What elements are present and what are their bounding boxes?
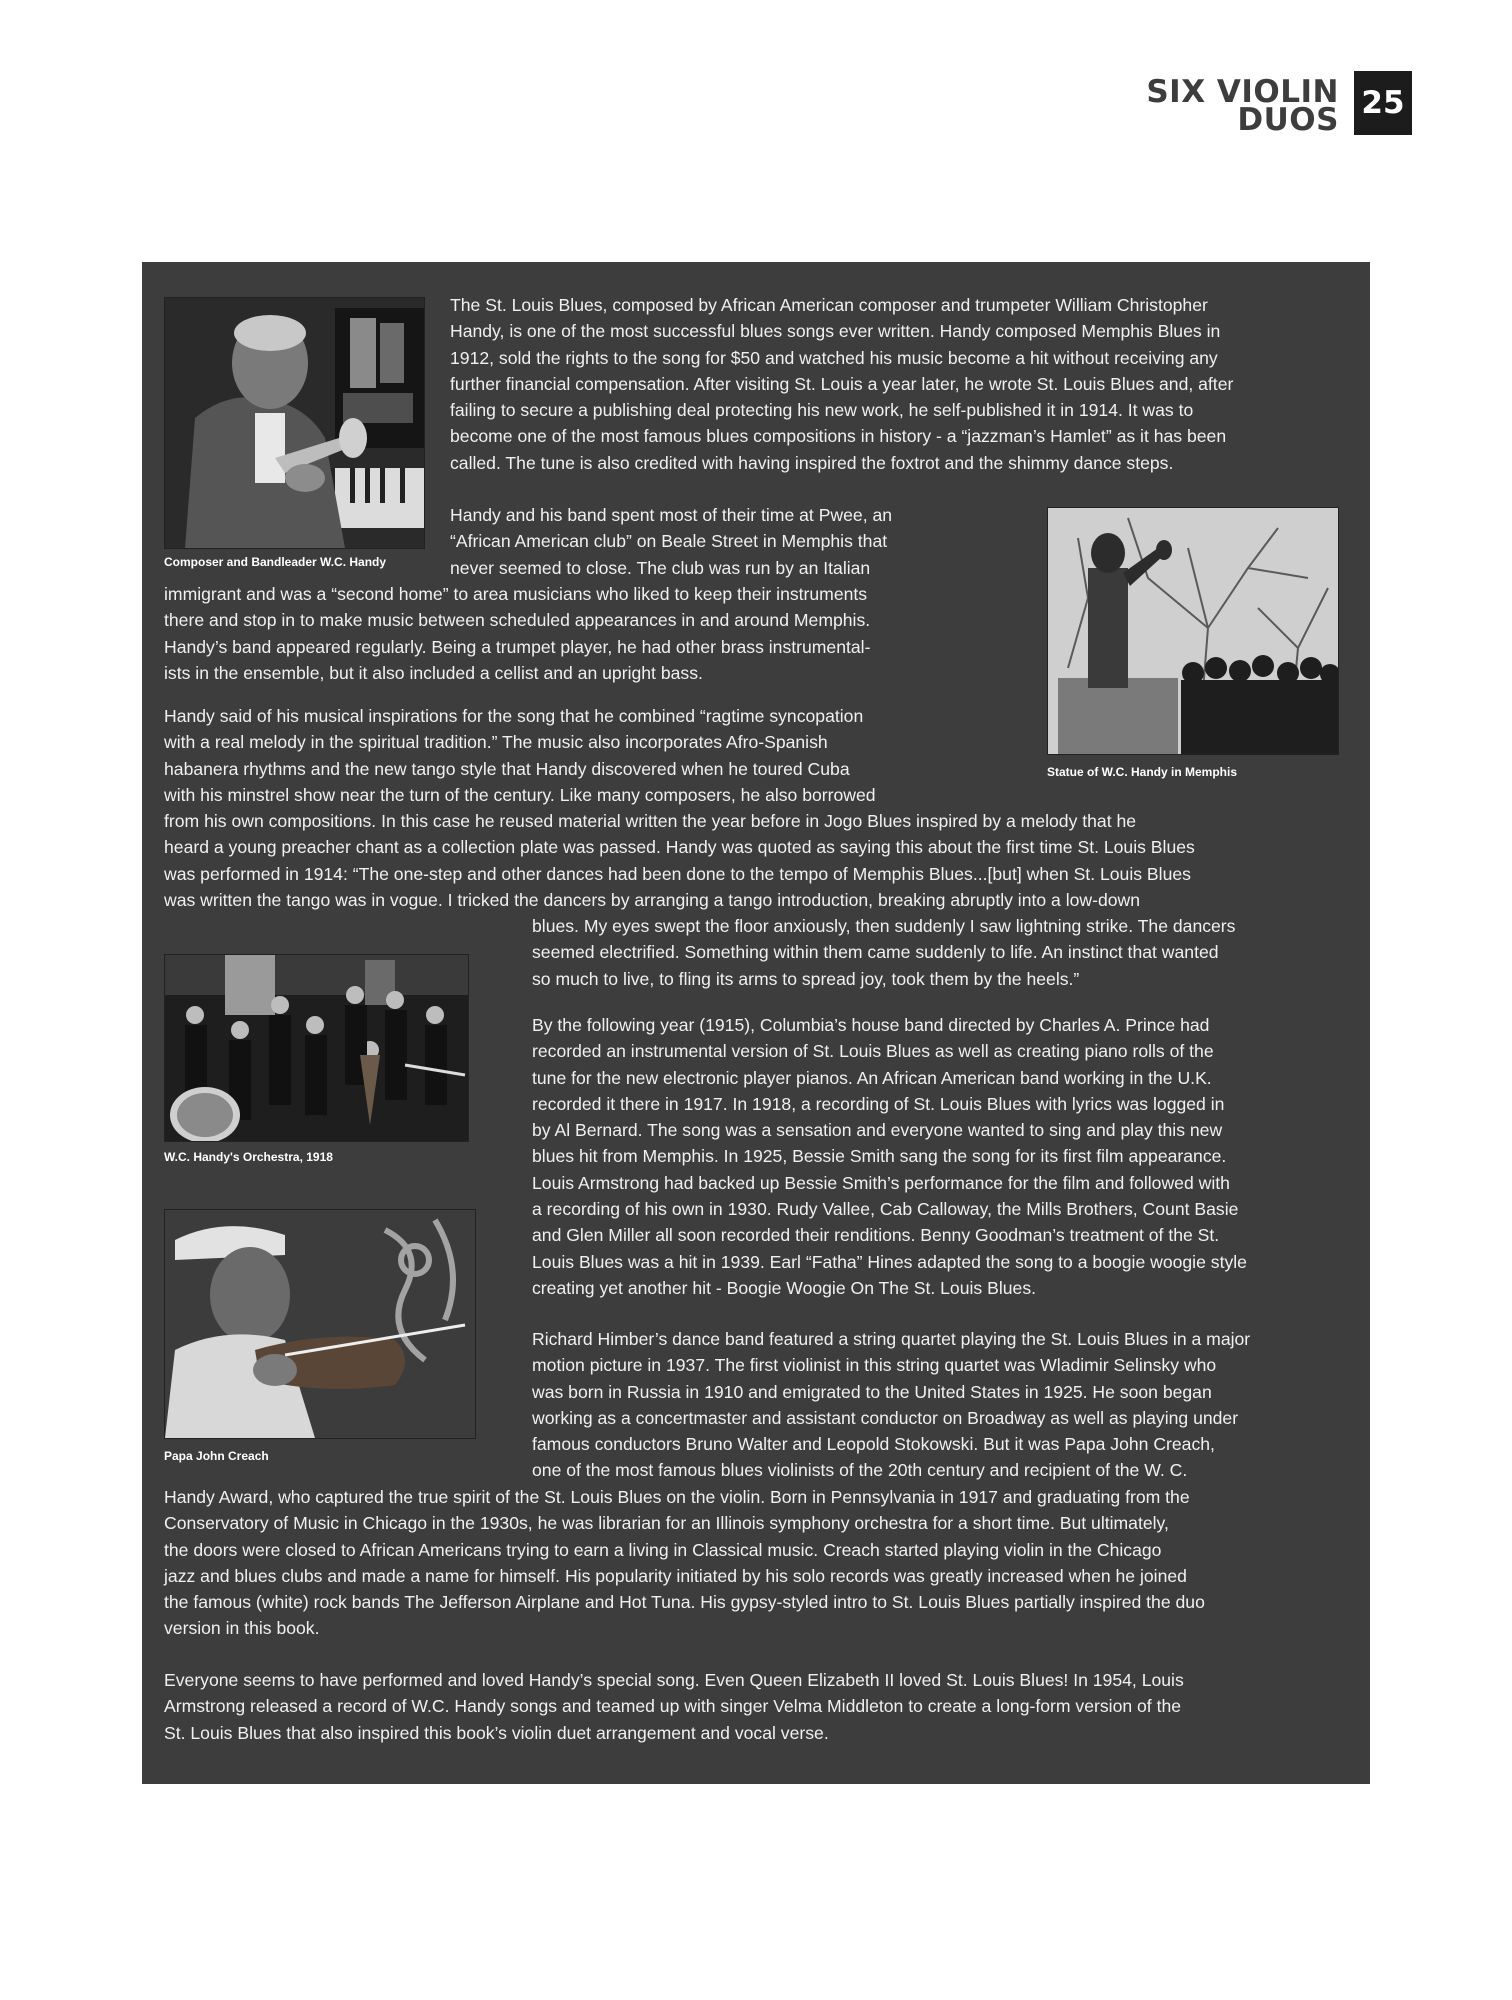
text-line: immigrant and was a “second home” to area musicians who liked to keep their instruments [164, 584, 868, 604]
statue-photo-caption: Statue of W.C. Handy in Memphis [1047, 765, 1238, 779]
creach-photo-caption: Papa John Creach [164, 1449, 269, 1463]
text-line: motion picture in 1937. The first violinist in this string quartet was Wladimir Selinsky who [532, 1355, 1217, 1376]
text-line: was performed in 1914: “The one-step and other dances had been done to the tempo of Memphis Blues...[but] when St. Louis Blues [164, 863, 1191, 884]
text-line: was born in Russia in 1910 and emigrated to the United States in 1925. He soon began [532, 1381, 1212, 1402]
text-line: Handy Award, who captured the true spirit of the St. Louis Blues on the violin. Born in Pennsylvania in 1917 and graduating from the [164, 1487, 1190, 1507]
text-line: Richard Himber’s dance band featured a string quartet playing the St. Louis Blues in a major [532, 1329, 1251, 1349]
paragraph-pwee-club [164, 581, 870, 686]
text-line: become one of the most famous blues compositions in history - a “jazzman’s Hamlet” as it has been [450, 426, 1227, 447]
paragraph-history-intro [450, 292, 1233, 476]
handy-photo-caption: Composer and Bandleader W.C. Handy [164, 555, 387, 569]
text-line: the doors were closed to African Americans trying to earn a living in Classical music. Creach started playing violin in the Chicago [164, 1539, 1162, 1560]
text-line: working as a concertmaster and assistant conductor on Broadway as well as playing under [532, 1407, 1239, 1428]
text-line: never seemed to close. The club was run by an Italian [450, 557, 871, 578]
book-title [1146, 74, 1339, 138]
handy-photo [164, 297, 425, 549]
text-line: by Al Bernard. The song was a sensation and everyone wanted to sing and play this new [532, 1120, 1223, 1141]
creach-photo [164, 1209, 476, 1439]
text-line: blues. My eyes swept the floor anxiously, then suddenly I saw lightning strike. The dancers [532, 916, 1236, 936]
orchestra-photo [164, 954, 469, 1142]
book-title-line1: SIX VIOLIN [1146, 74, 1339, 110]
paragraph-legacy [164, 1667, 1184, 1746]
text-line: By the following year (1915), Columbia’s house band directed by Charles A. Prince had [532, 1015, 1210, 1035]
text-line: jazz and blues clubs and made a name for himself. His popularity initiated by his solo records was greatly increased when he joined [164, 1565, 1187, 1586]
paragraph-pwee-club-narrow [450, 502, 892, 581]
text-line: version in this book. [164, 1618, 320, 1639]
text-line: habanera rhythms and the new tango style that Handy discovered when he toured Cuba [164, 758, 850, 779]
paragraph-recordings [532, 1012, 1247, 1301]
text-line: further financial compensation. After visiting St. Louis a year later, he wrote St. Louis Blues and, after [450, 373, 1234, 394]
text-line: Handy said of his musical inspirations for the song that he combined “ragtime syncopation [164, 706, 864, 726]
text-line: “African American club” on Beale Street in Memphis that [450, 531, 888, 552]
text-line: St. Louis Blues that also inspired this book’s violin duet arrangement and vocal verse. [164, 1722, 829, 1743]
text-line: from his own compositions. In this case he reused material written the year before in Jogo Blues inspired by a melody that he [164, 811, 1137, 831]
text-line: recorded it there in 1917. In 1918, a recording of St. Louis Blues with lyrics was logged in [532, 1093, 1225, 1114]
text-line: and Glen Miller all soon recorded their renditions. Benny Goodman’s treatment of the St. [532, 1225, 1220, 1246]
text-line: Armstrong released a record of W.C. Handy songs and teamed up with singer Velma Middleton to create a long-form version of the [164, 1696, 1182, 1717]
text-line: creating yet another hit - Boogie Woogie On The St. Louis Blues. [532, 1277, 1036, 1298]
article-panel [142, 262, 1370, 1784]
text-line: tune for the new electronic player pianos. An African American band working in the U.K. [532, 1067, 1212, 1088]
text-line: Handy’s band appeared regularly. Being a trumpet player, he had other brass instrumental- [164, 636, 871, 657]
text-line: called. The tune is also credited with having inspired the foxtrot and the shimmy dance steps. [450, 452, 1174, 473]
text-line: failing to secure a publishing deal protecting his new work, he self-published it in 1914. It was to [450, 400, 1194, 421]
page-number-badge: 25 [1354, 71, 1412, 135]
text-line: ists in the ensemble, but it also included a cellist and an upright bass. [164, 662, 703, 683]
text-line: so much to live, to fling its arms to spread joy, took them by the heels.” [532, 968, 1080, 989]
text-line: one of the most famous blues violinists of the 20th century and recipient of the W. C. [532, 1460, 1188, 1481]
paragraph-inspirations [164, 703, 876, 808]
text-line: Louis Armstrong had backed up Bessie Smith’s performance for the film and followed with [532, 1172, 1230, 1193]
text-line: Louis Blues was a hit in 1939. Earl “Fatha” Hines adapted the song to a boogie woogie style [532, 1251, 1247, 1272]
statue-photo [1047, 507, 1339, 755]
text-line: was written the tango was in vogue. I tricked the dancers by arranging a tango introduction, breaking abruptly into a low-down [164, 889, 1141, 910]
text-line: Conservatory of Music in Chicago in the 1930s, he was librarian for an Illinois symphony orchestra for a short time. But ultimately, [164, 1513, 1169, 1534]
text-line: Handy and his band spent most of their time at Pwee, an [450, 505, 893, 525]
paragraph-creach [532, 1326, 1250, 1484]
text-line: Everyone seems to have performed and loved Handy’s special song. Even Queen Elizabeth II loved St. Louis Blues! In 1954, Louis [164, 1670, 1184, 1690]
text-line: recorded an instrumental version of St. Louis Blues as well as creating piano rolls of the [532, 1041, 1214, 1062]
text-line: 1912, sold the rights to the song for $50 and watched his music become a hit without receiving any [450, 347, 1218, 368]
book-title-line2: DUOS [1237, 102, 1339, 138]
text-line: Handy, is one of the most successful blues songs ever written. Handy composed Memphis Blues in [450, 321, 1221, 342]
text-line: The St. Louis Blues, composed by African American composer and trumpeter William Christopher [450, 295, 1208, 315]
text-line: famous conductors Bruno Walter and Leopold Stokowski. But it was Papa John Creach, [532, 1434, 1215, 1455]
text-line: blues hit from Memphis. In 1925, Bessie Smith sang the song for its first film appearance. [532, 1146, 1227, 1167]
text-line: with a real melody in the spiritual tradition.” The music also incorporates Afro-Spanish [164, 732, 828, 753]
orchestra-photo-caption: W.C. Handy's Orchestra, 1918 [164, 1150, 333, 1164]
text-line: heard a young preacher chant as a collection plate was passed. Handy was quoted as saying this about the first time St. Louis Blues [164, 837, 1195, 858]
paragraph-inspirations-wide [164, 808, 1195, 913]
text-line: a recording of his own in 1930. Rudy Vallee, Cab Calloway, the Mills Brothers, Count Basie [532, 1199, 1239, 1220]
paragraph-inspirations-quote-end [532, 913, 1235, 992]
text-line: with his minstrel show near the turn of the century. Like many composers, he also borrowed [164, 784, 876, 805]
paragraph-creach-wide [164, 1484, 1205, 1642]
text-line: seemed electrified. Something within them came suddenly to life. An instinct that wanted [532, 942, 1219, 963]
text-line: there and stop in to make music between scheduled appearances in and around Memphis. [164, 610, 871, 631]
text-line: the famous (white) rock bands The Jefferson Airplane and Hot Tuna. His gypsy-styled intro to St. Louis Blues partially inspired the duo [164, 1592, 1205, 1613]
